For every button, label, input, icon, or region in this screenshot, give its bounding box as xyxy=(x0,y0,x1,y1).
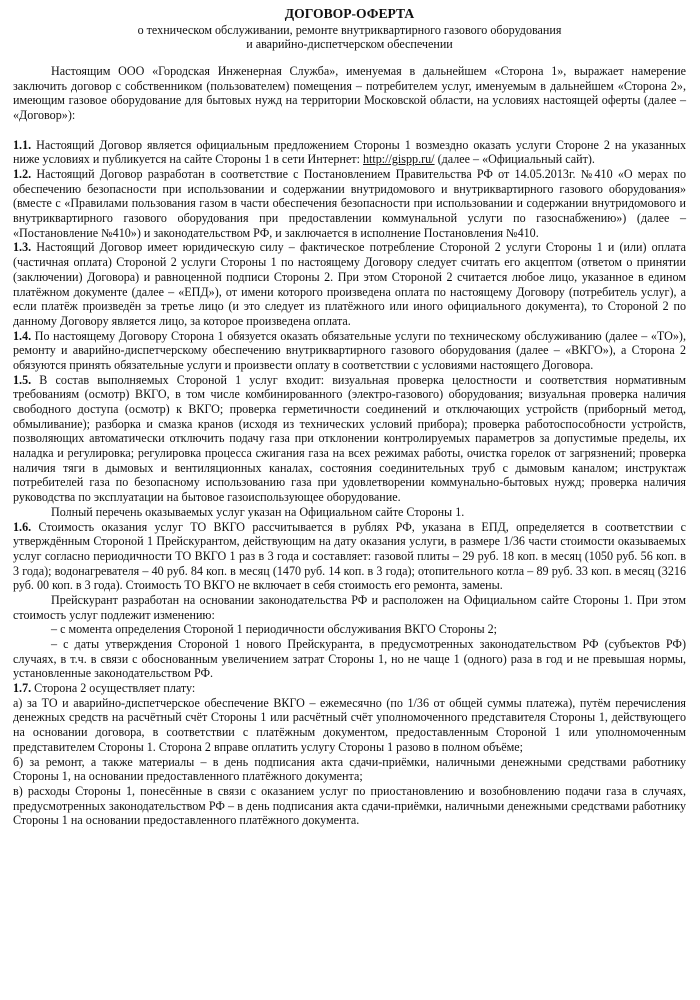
section-1-2 xyxy=(13,167,686,240)
payment-item-b: б) за ремонт, а также материалы – в день подписания акта сдачи-приёмки, наличными денежными средствами работнику Стороны 1, на основании предоставленного платёжного документа; xyxy=(13,754,686,784)
section-text: Стоимость оказания услуг ТО ВКГО рассчитывается в рублях РФ, указана в ЕПД, определяется в соответствии с утверждённым Стороной 1 Прейскурантом, действующим на дату оказания услуги, в размере 1/36 части стоимости оказываемых услуг согласно периодичности ТО ВКГО 1 раз в 3 года и составляет: газовой плиты – 29 руб. 18 коп. в месяц (1050 руб. 56 коп. в 3 года); водонагревателя – 40 руб. 84 коп. в месяц (1470 руб. 14 коп. в 3 года); отопительного котла – 89 руб. 33 коп. в месяц (3216 руб. 00 коп. в 3 года). Стоимость ТО ВКГО не включает в себя стоимость его ремонта, замены. xyxy=(13,519,687,593)
section-number: 1.2. xyxy=(13,167,32,182)
price-change-item-2: – с даты утверждения Стороной 1 нового Прейскуранта, в предусмотренных законодательством РФ (субъектов РФ) случаях, в т.ч. в связи с обоснованным увеличением затрат Стороны 1, но не чаще 1 (одного) раза в год и не превышая нормы, установленные законодательством РФ. xyxy=(13,637,686,681)
section-text-after: (далее – «Официальный сайт). xyxy=(434,152,595,167)
section-number: 1.4. xyxy=(13,328,32,343)
section-1-3 xyxy=(13,240,686,328)
subtitle-line-1: о техническом обслуживании, ремонте внутриквартирного газового оборудования xyxy=(137,22,562,37)
section-number: 1.3. xyxy=(13,240,32,255)
section-1-7 xyxy=(13,681,686,696)
section-number: 1.5. xyxy=(13,372,32,387)
section-text: В состав выполняемых Стороной 1 услуг входит: визуальная проверка целостности и соответствия нормативным требованиям (осмотр) ВКГО, в том числе комбинированного (электро-газового) оборудования; визуальная проверка наличия свободного доступа (осмотр) к ВКГО; проверка герметичности соединений и отключающих устройств (приборный метод, обмыливание); разборка и смазка кранов (исходя из технических условий прибора); проверка работоспособности устройств, позволяющих автоматически отключить подачу газа при отклонении контролируемых параметров за допустимые пределы, их наладка и регулировка; регулировка процесса сжигания газа на всех режимах работы, очистка горелок от загрязнений; проверка наличия тяги в дымовых и вентиляционных каналах, состояния соединительных труб с дымовым каналом; инструктаж потребителей газа по безопасному использованию газа при удовлетворении коммунально-бытовых нужд; проверка наличия руководства по эксплуатации на бытовое газоиспользующее оборудование. xyxy=(13,372,686,505)
section-1-6 xyxy=(13,520,686,593)
section-1-4 xyxy=(13,329,686,373)
section-number: 1.6. xyxy=(13,519,32,534)
price-change-item-1: – с момента определения Стороной 1 периодичности обслуживания ВКГО Стороны 2; xyxy=(51,622,498,637)
section-number: 1.1. xyxy=(13,137,32,152)
payment-item-a: а) за ТО и аварийно-диспетчерское обеспечение ВКГО – ежемесячно (по 1/36 от общей суммы платежа), путём перечисления денежных средств на расчётный счёт Стороны 1 или расчётный счёт уполномоченного представителя Стороны 1, действующего на основании договора, в соответствии с платёжным документом, предоставленным Стороной 1 или уполномоченным представителем Стороны 1. Сторона 2 вправе оплатить услугу Стороны 1 разово в полном объёме; xyxy=(13,695,686,754)
document-title: ДОГОВОР-ОФЕРТА xyxy=(284,6,415,21)
payment-item-c: в) расходы Стороны 1, понесённые в связи с оказанием услуг по приостановлению и возобновлению подачи газа в случаях, предусмотренных законодательством РФ – в день подписания акта сдачи-приёмки, наличными денежными средствами работнику Стороны 1 на основании предоставленного платёжного документа. xyxy=(13,783,686,828)
section-text: Настоящий Договор является официальным предложением Стороны 1 возмездно оказать услуги Стороне 2 на указанных ниже условиях и публикуется на сайте Стороны 1 в сети Интернет: xyxy=(13,137,686,167)
section-text: Настоящий Договор имеет юридическую силу – фактическое потребление Стороной 2 услуги Стороны 1 и (или) оплата (частичная оплата) Стороной 2 услуги Стороны 1 по настоящему Договору следует считать его акцептом (ответом о принятии (заключении) Договора) и равноценной подписи Стороны 2. При этом Стороной 2 считается любое лицо, указанное в едином платёжном документе (далее – «ЕПД»), от имени которого произведена оплата по настоящему Договору (потребитель услуг), а если платёж произведён за третье лицо (и это следует из платёжного или иного официального документа), то Стороной 2 по данному Договору является лицо, за которое произведена оплата. xyxy=(13,240,686,328)
section-text: Настоящий Договор разработан в соответствие с Постановлением Правительства РФ от 14.05.2013г. №410 «О мерах по обеспечению безопасности при использовании и содержании внутридомового и внутриквартирного газового оборудования» (вместе с «Правилами пользования газом в части обеспечения безопасности при использовании и содержании внутридомового и внутриквартирного газового оборудования при предоставлении коммунальной услуги по газоснабжению») (далее – «Постановление №410») и законодательством РФ, и заключается в исполнение Постановления №410. xyxy=(13,167,686,240)
section-1-1 xyxy=(13,138,686,167)
section-text: Сторона 2 осуществляет плату: xyxy=(34,681,196,696)
section-1-5 xyxy=(13,373,686,505)
document-subtitle xyxy=(13,23,686,52)
intro-paragraph: Настоящим ООО «Городская Инженерная Служба», именуемая в дальнейшем «Сторона 1», выражает намерение заключить договор с собственником (пользователем) помещения – потребителем услуг, именуемым в дальнейшем «Сторона 2», имеющим газовое оборудование для бытовых нужд на территории Московской области, на условиях настоящей оферты (далее – «Договор»): xyxy=(13,63,686,122)
section-text: По настоящему Договору Сторона 1 обязуется оказать обязательные услуги по техническому обслуживанию (далее – «ТО»), ремонту и аварийно-диспетчерскому обеспечению внутриквартирного газового оборудования (далее – «ВКГО»), а Сторона 2 обязуются принять обязательные услуги и произвести оплату в соответствии с условиями настоящего Договора. xyxy=(13,328,686,372)
section-1-5-extra: Полный перечень оказываемых услуг указан на Официальном сайте Стороны 1. xyxy=(51,504,465,519)
spacer xyxy=(13,123,686,138)
subtitle-line-2: и аварийно-диспетчерском обеспечении xyxy=(246,37,453,52)
official-site-link[interactable]: http://gispp.ru/ xyxy=(362,152,435,167)
section-1-6-extra: Прейскурант разработан на основании законодательства РФ и расположен на Официальном сайте Стороны 1. При этом стоимость услуг подлежит изменению: xyxy=(13,592,686,622)
section-number: 1.7. xyxy=(13,681,32,696)
